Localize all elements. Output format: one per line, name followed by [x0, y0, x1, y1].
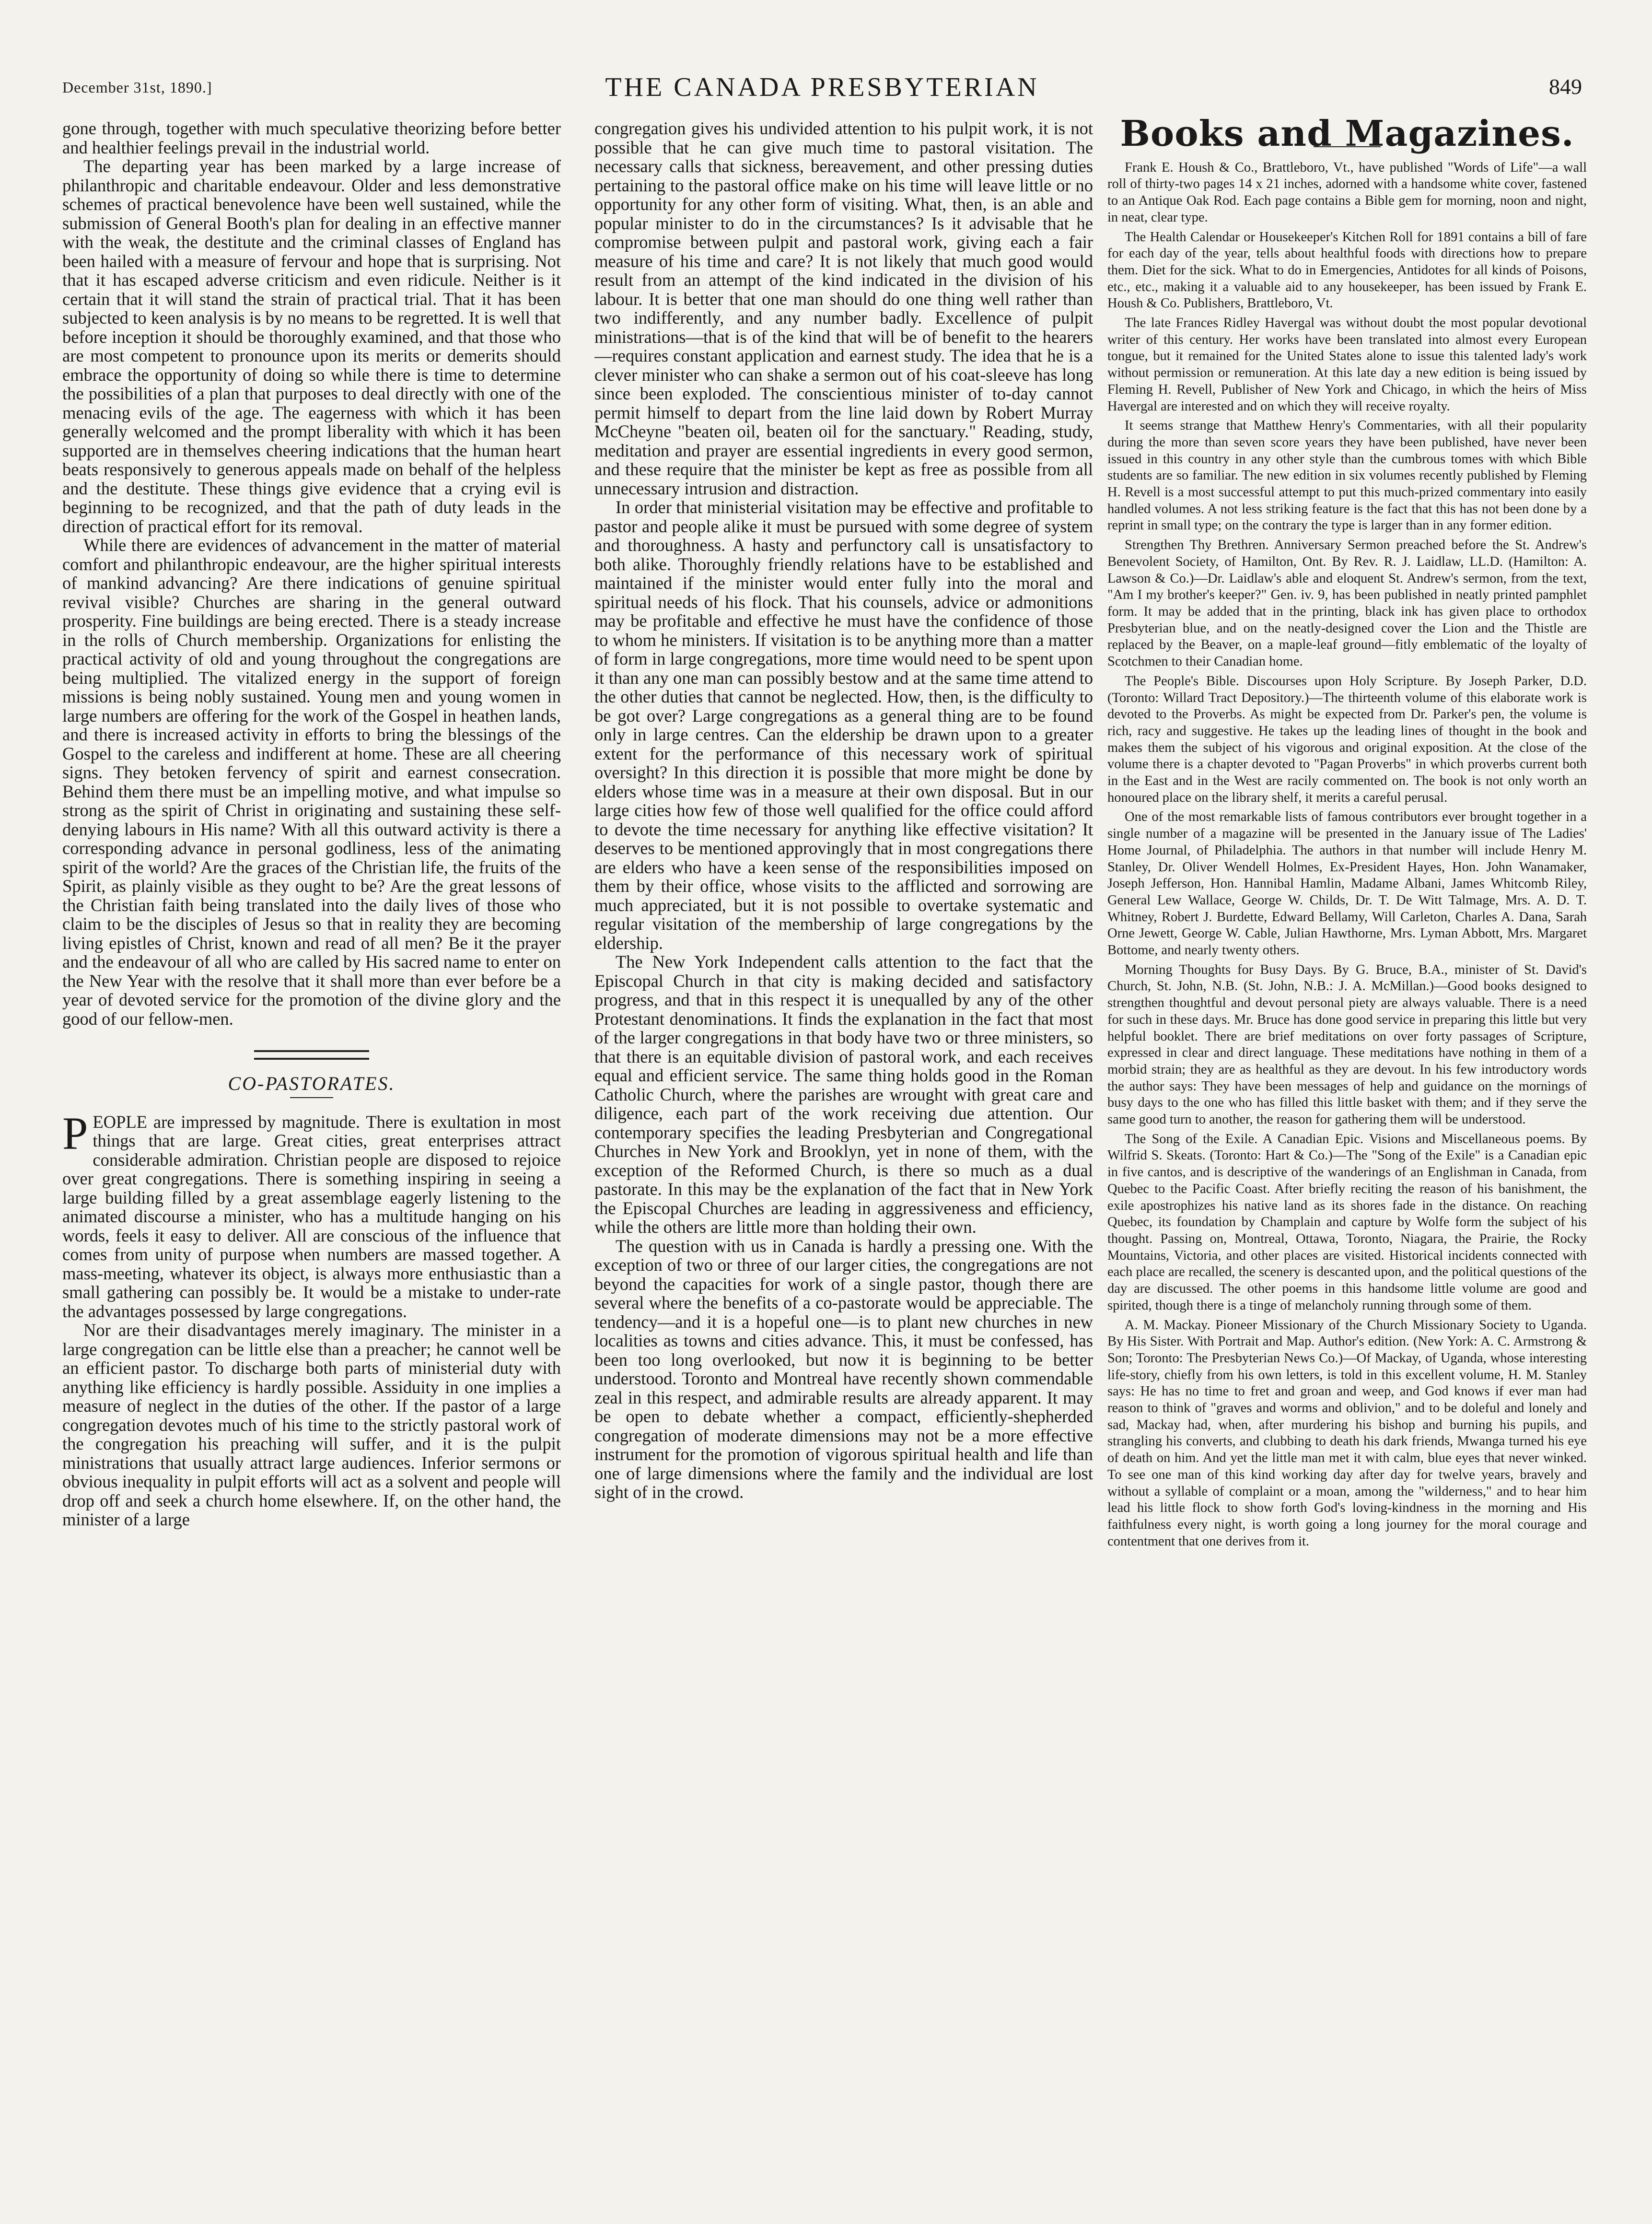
- article-paragraph: In order that ministerial visitation may be effective and profitable to pastor and people alike it must be pursued with some degree of system and thoroughness. A hasty and perfunctory call is unsatisfactory to both alike. Thoroughly friendly relations have to be established and maintained if the minister would enter fully into the moral and spiritual needs of his flock. That his counsels, advice or admonitions may be profitable and effective he must have the confidence of those to whom he ministers. If visitation is to be anything more than a matter of form in large congregations, more time would need to be spent upon it than any one man can possibly bestow and at the same time attend to the other duties that cannot be neglected. How, then, is the difficulty to be got over? Large congregations as a general thing are to be found only in large centres. Can the eldership be drawn upon to a greater extent for the performance of this necessary work of spiritual oversight? In this direction it is possible that more might be done by elders whose time was in a measure at their own disposal. But in our large cities how few of those well qualified for the office could afford to devote the time necessary for anything like effective visitation? It deserves to be mentioned approvingly that in most congregations there are elders who have a keen sense of the responsibilities imposed on them by their office, whose visits to the afflicted and sorrowing are much appreciated, but it is not possible to overtake systematic and regular visitation of the membership of large congregations by the eldership.: [594, 497, 1093, 953]
- running-header: [62, 72, 1582, 105]
- review-item: Frank E. Housh & Co., Brattleboro, Vt., have published "Words of Life"—a wall roll of thirty-two pages 14 x 21 inches, adorned with a handsome white cover, fastened to an Antique Oak Rod. Each page contains a Bible gem for morning, noon and night, in neat, clear type.: [1107, 160, 1587, 225]
- review-item: Morning Thoughts for Busy Days. By G. Bruce, B.A., minister of St. David's Church, St. John, N.B. (St. John, N.B.: J. A. McMillan.)—Good books designed to strengthen thoughtful and devout personal piety are always valuable. There is a need for such in these days. Mr. Bruce has done good service in preparing this little but very helpful booklet. There are brief meditations on over forty passages of Scripture, expressed in clear and direct language. These meditations have nothing in them of a morbid strain; they are as healthful as they are devout. In his few introductory words the author says: They have been messages of help and guidance on the mornings of busy days to the one who has filled this little basket with them; and if they serve the same good turn to another, the reason for gathering them will be understood.: [1107, 962, 1587, 1127]
- review-item: A. M. Mackay. Pioneer Missionary of the Church Missionary Society to Uganda. By His Sister. With Portrait and Map. Author's edition. (New York: A. C. Armstrong & Son; Toronto: The Presbyterian News Co.)—Of Mackay, of Uganda, whose interesting life-story, chiefly from his own letters, is told in this excellent volume, H. M. Stanley says: He has no time to fret and groan and weep, and God knows if ever man had reason to think of "graves and worms and oblivion," and to be doleful and lonely and sad, Mackay had, when, after murdering his bishop and burning his pupils, and strangling his converts, and clubbing to death his dark friends, Mwanga turned his eye of death on him. And yet the little man met it with calm, blue eyes that never winked. To see one man of this kind working day after day for twelve years, bravely and without a syllable of complaint or a moan, among the "wilderness," and to hear him lead his little flock to show forth God's loving-kindness in the morning and His faithfulness every night, is worth going a long journey for the moral courage and contentment that one derives from it.: [1107, 1317, 1587, 1549]
- section-divider: [254, 1050, 369, 1060]
- review-item: Strengthen Thy Brethren. Anniversary Sermon preached before the St. Andrew's Benevolent Society, of Hamilton, Ont. By Rev. R. J. Laidlaw, LL.D. (Hamilton: A. Lawson & Co.)—Dr. Laidlaw's able and eloquent St. Andrew's sermon, from the text, "Am I my brother's keeper?" Gen. iv. 9, has been published in neatly printed pamphlet form. It may be added that in the printing, black ink has given place to orthodox Presbyterian blue, and on the neatly-designed cover the Lion and the Thistle are replaced by the Beaver, on a maple-leaf ground—fitly emblematic of the loyalty of Scotchmen to their Canadian home.: [1107, 538, 1587, 669]
- article-paragraph: The New York Independent calls attention to the fact that the Episcopal Church in that city is making decided and satisfactory progress, and that in this respect it is unequalled by any of the other Protestant denominations. It finds the explanation in the fact that most of the larger congregations in that body have two or three ministers, so that there is an equitable division of pastoral work, and each receives equal and efficient service. The same thing holds good in the Roman Catholic Church, where the parishes are wrought with great care and diligence, each part of the work receiving due attention. Our contemporary specifies the leading Presbyterian and Congregational Churches in New York and Brooklyn, yet in none of them, with the exception of the Reformed Church, is there so much as a dual pastorate. In this may be the explanation of the fact that in New York the Episcopal Churches are leading in aggressiveness and efficiency, while the others are little more than holding their own.: [594, 952, 1093, 1237]
- review-item: It seems strange that Matthew Henry's Commentaries, with all their popularity during the more than seven score years they have been published, have never been issued in this country in any other style than the cumbrous tomes with which Bible students are so familiar. The new edition in six volumes recently published by Fleming H. Revell is a most successful attempt to put this much-prized commentary into easily handled volumes. A not less striking feature is the fact that this has not been done by a reprint in small type; on the contrary the type is larger than in any former edition.: [1107, 418, 1587, 533]
- review-item: The People's Bible. Discourses upon Holy Scripture. By Joseph Parker, D.D. (Toronto: Willard Tract Depository.)—The thirteenth volume of this elaborate work is devoted to the Proverbs. As might be expected from Dr. Parker's pen, the volume is rich, racy and suggestive. He takes up the leading lines of thought in the book and makes them the subject of his vigorous and original exposition. At the close of the volume there is a chapter devoted to "Pagan Proverbs" in which proverbs current both in the East and in the West are racily commented on. The book is not only worth an honoured place on the library shelf, it merits a careful perusal.: [1107, 673, 1587, 805]
- article-paragraph: Nor are their disadvantages merely imaginary. The minister in a large congregation can be little else than a preacher; he cannot well be an efficient pastor. To discharge both parts of ministerial duty with anything like efficiency is hardly possible. Assiduity in one implies a measure of neglect in the duties of the other. If the pastor of a large congregation devotes much of his time to the strictly pastoral work of the congregation his preaching will suffer, and it is the pulpit ministrations that usually attract large audiences. Inferior sermons or obvious inequality in pulpit efforts will act as a solvent and people will drop off and seek a church home elsewhere. If, on the other hand, the minister of a large: [62, 1320, 561, 1529]
- article-paragraph: While there are evidences of advancement in the matter of material comfort and philanthropic endeavour, are the higher spiritual interests of mankind advancing? Are there indications of genuine spiritual revival visible? Churches are sharing in the general outward prosperity. Fine buildings are being erected. There is a steady increase in the rolls of Church membership. Organizations for enlisting the practical activity of old and young throughout the congregations are being multiplied. The vitalized energy in the support of foreign missions is being nobly sustained. Young men and young women in large numbers are offering for the work of the Gospel in heathen lands, and there is increased activity in efforts to bring the blessings of the Gospel to the careless and indifferent at home. These are all cheering signs. They betoken fervency of spirit and earnest consecration. Behind them there must be an impelling motive, and what impulse so strong as the spirit of Christ in originating and sustaining these self-denying labours in His name? With all this outward activity is there a corresponding advance in personal godliness, less of the animating spirit of the world? Are the graces of the Christian life, the fruits of the Spirit, as plainly visible as they ought to be? Are the great lessons of the Christian faith being translated into the daily lives of those who claim to be the disciples of Jesus so that in reality they are becoming living epistles of Christ, known and read of all men? Be it the prayer and the endeavour of all who are called by His sacred name to enter on the New Year with the resolve that it shall more than ever before be a year of devoted service for the promotion of the divine glory and the good of our fellow-men.: [62, 535, 561, 1029]
- review-item: The Song of the Exile. A Canadian Epic. Visions and Miscellaneous poems. By Wilfrid S. Skeats. (Toronto: Hart & Co.)—The "Song of the Exile" is a Canadian epic in five cantos, and is descriptive of the wanderings of an Englishman in Canada, from Quebec to the Pacific Coast. After briefly reciting the reason of his banishment, the exile apostrophizes his native land as its shores fade in the distance. On reaching Quebec, its foundation by Champlain and capture by Wolfe form the subject of his thought. Passing on, Montreal, Ottawa, Toronto, Niagara, the Prairie, the Rocky Mountains, Victoria, and other places are visited. Historical incidents connected with each place are recalled, the scenery is descanted upon, and the political questions of the day are discussed. The other poems in this handsome little volume are good and spirited, though there is a tinge of melancholy running through some of them.: [1107, 1131, 1587, 1313]
- section-heading: Books and Magazines.: [1120, 119, 1574, 154]
- article-paragraph: The question with us in Canada is hardly a pressing one. With the exception of two or three of our larger cities, the congregations are not beyond the capacities for work of a single pastor, though there are several where the benefits of a co-pastorate would be appreciable. The tendency—and it is a hopeful one—is to plant new churches in new localities as towns and cities advance. This, it must be confessed, has been too long overlooked, but now it is beginning to be better understood. Toronto and Montreal have recently shown commendable zeal in this respect, and admirable results are already apparent. It may be open to debate whether a compact, efficiently-shepherded congregation of moderate dimensions may not be a more effective instrument for the promotion of vigorous spiritual health and life than one of large dimensions where the family and the individual are lost sight of in the crowd.: [594, 1236, 1093, 1502]
- column-middle: [594, 119, 1093, 2200]
- review-item: One of the most remarkable lists of famous contributors ever brought together in a single number of a magazine will be presented in the January issue of The Ladies' Home Journal, of Philadelphia. The authors in that number will include Henry M. Stanley, Dr. Oliver Wendell Holmes, Ex-President Hayes, Hon. John Wanamaker, Joseph Jefferson, Hon. Hannibal Hamlin, Madame Albani, James Whitcomb Riley, General Lew Wallace, George W. Childs, Dr. T. De Witt Talmage, Mrs. A. D. T. Whitney, Robert J. Burdette, Edward Bellamy, Will Carleton, Charles A. Dana, Sarah Orne Jewett, George W. Cable, Julian Hawthorne, Mrs. Lyman Abbott, Mrs. Margaret Bottome, and nearly twenty others.: [1107, 809, 1587, 958]
- issue-date: December 31st, 1890.]: [62, 79, 212, 96]
- article-paragraph: [62, 1107, 561, 1321]
- newspaper-title: THE CANADA PRESBYTERIAN: [605, 72, 1039, 102]
- title-rule: [290, 1097, 333, 1098]
- page-number: 849: [1549, 74, 1582, 99]
- article-paragraph: congregation gives his undivided attention to his pulpit work, it is not possible that he can give much time to pastoral visitation. The necessary calls that sickness, bereavement, and other pressing duties pertaining to the pastoral office make on his time will leave little or no opportunity for any other form of visiting. What, then, is an able and popular minister to do in the circumstances? Is it advisable that he compromise between pulpit and pastoral work, giving each a fair measure of his time and care? It is not likely that much good would result from an attempt of the kind indicated in the division of his labour. It is better that one man should do one thing well rather than two indifferently, and any number badly. Excellence of pulpit ministrations—that is of the kind that will be of benefit to the hearers—requires constant application and earnest study. The idea that he is a clever minister who can shake a sermon out of his coat-sleeve has long since been exploded. The conscientious minister of to-day cannot permit himself to depart from the line laid down by Robert Murray McCheyne "beaten oil, beaten oil for the sanctuary." Reading, study, meditation and prayer are essential ingredients in every good sermon, and these require that the minister be kept as free as possible from all unnecessary intrusion and distraction.: [594, 119, 1093, 498]
- review-item: The late Frances Ridley Havergal was without doubt the most popular devotional writer of this century. Her works have been translated into almost every European tongue, but it remained for the United States alone to issue this talented lady's work without permission or remuneration. At this late day a new edition is being issued by Fleming H. Revell, Publisher of New York and Chicago, in which the heirs of Miss Havergal are interested and on which they will receive royalty.: [1107, 316, 1587, 414]
- drop-cap: P: [62, 1107, 88, 1159]
- article-paragraph: The departing year has been marked by a large increase of philanthropic and charitable endeavour. Older and less demonstrative schemes of practical benevolence have been well sustained, while the submission of General Booth's plan for dealing in an effective manner with the weak, the destitute and the criminal classes of England has been hailed with a measure of fervour and hope that is surprising. Not that it has escaped adverse criticism and even ridicule. Neither is it certain that it will stand the strain of practical trial. That it has been subjected to keen analysis is by no means to be regretted. It is well that before inception it should be thoroughly examined, and that those who are most competent to pronounce upon its merits or demerits should embrace the opportunity of doing so while there is time to determine the possibilities of a plan that purposes to deal directly with one of the menacing evils of the age. The eagerness with which it has been generally welcomed and the prompt liberality with which it has been supported are in themselves cheering indications that the human heart beats responsively to generous appeals made on behalf of the helpless and the destitute. These things give evidence that a crying evil is beginning to be recognized, and that the path of duty leads in the direction of practical effort for its removal.: [62, 156, 561, 536]
- column-left: [62, 119, 561, 2200]
- dropcap-paragraph-text: EOPLE are impressed by magnitude. There is exultation in most things that are large. Great cities, great enterprises attract considerable admiration. Christian people are disposed to rejoice over great congregations. There is something inspiring in seeing a large building filled by a great assemblage eagerly listening to the animated discourse a minister, who has a multitude hanging on his words, feels it easy to deliver. All are conscious of the influence that comes from unity of purpose when numbers are massed together. A mass-meeting, whatever its object, is always more enthusiastic than a small gathering can possibly be. It would be a mistake to under-rate the advantages possessed by large congregations.: [62, 1112, 561, 1321]
- section-title: CO-PASTORATES.: [228, 1073, 396, 1094]
- review-item: The Health Calendar or Housekeeper's Kitchen Roll for 1891 contains a bill of fare for each day of the year, tells about healthful foods with directions how to prepare them. Diet for the sick. What to do in Emergencies, Antidotes for all kinds of Poisons, etc., etc., making it a valuable aid to any housekeeper, has been issued by Frank E. Housh & Co. Publishers, Brattleboro, Vt.: [1107, 229, 1587, 311]
- column-right: [1107, 119, 1587, 2200]
- article-paragraph: gone through, together with much speculative theorizing before better and healthier feelings prevail in the industrial world.: [62, 119, 561, 157]
